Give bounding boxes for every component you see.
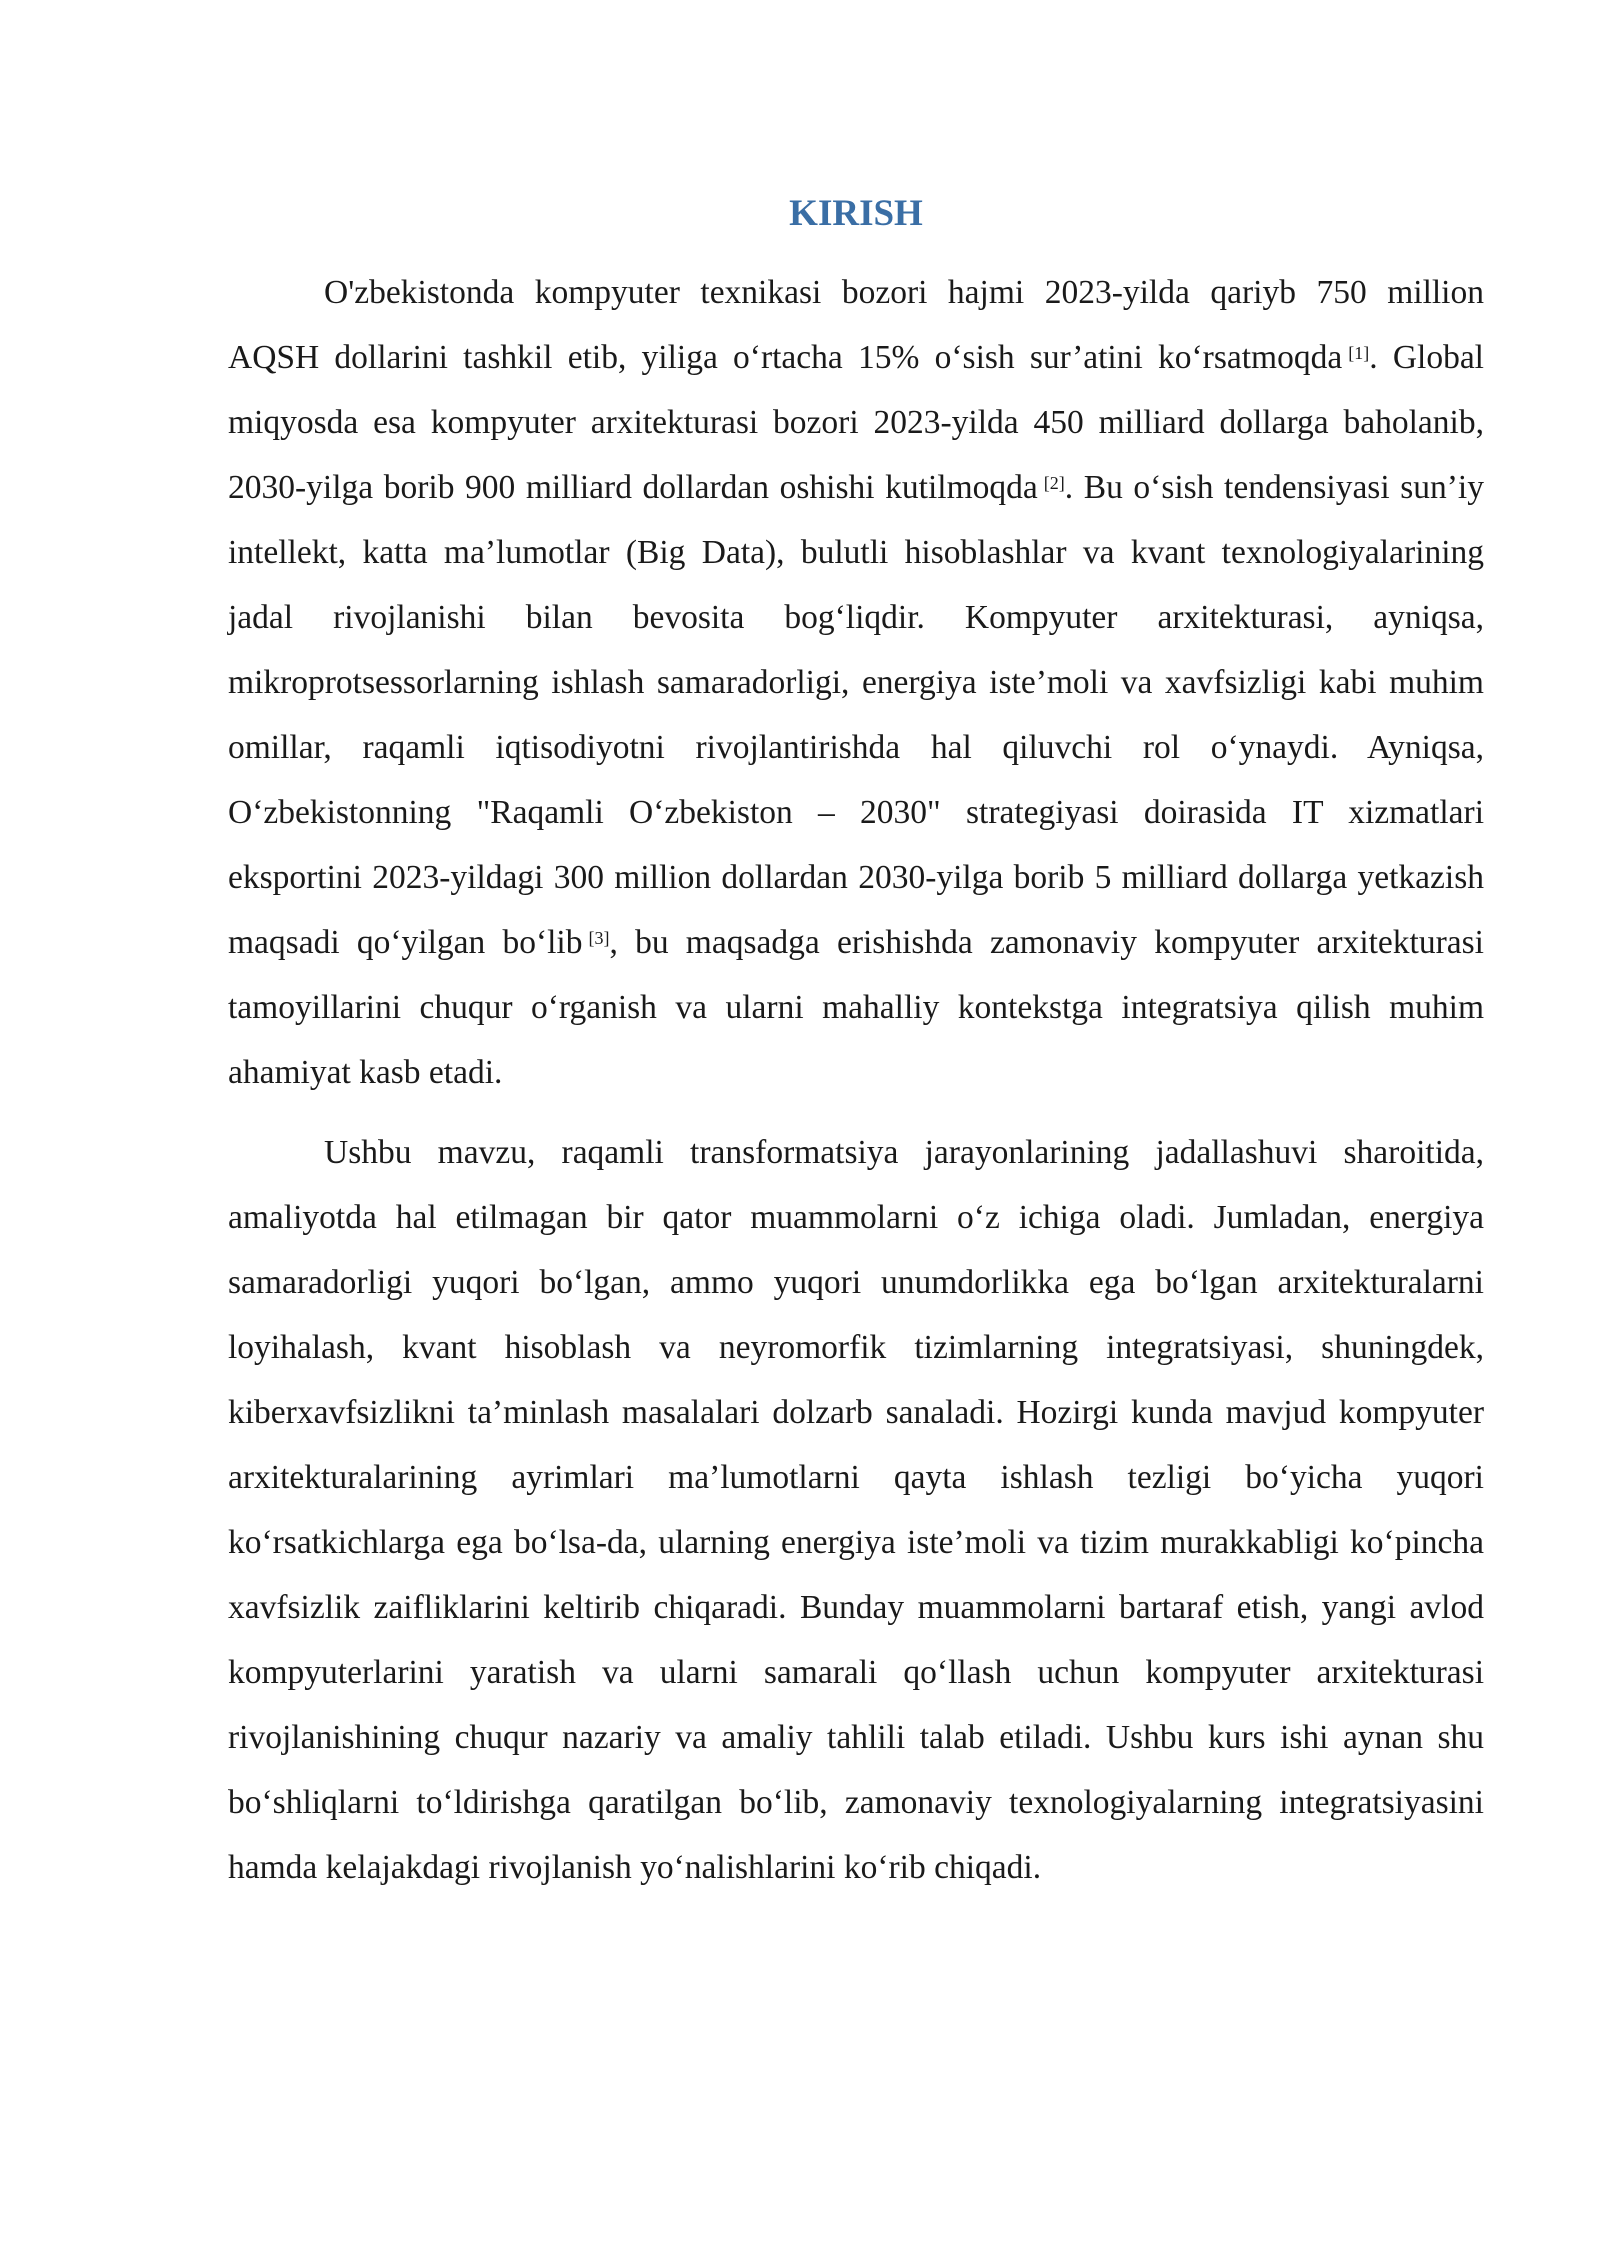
paragraph-intro [228,260,1484,1105]
section-heading: KIRISH [789,193,923,234]
paragraph-intro-part-2: . Global miqyosda esa kompyuter arxitekturasi bozori 2023-yilda 450 milliard dollarga baholanib, 2030-yilga borib 900 milliard dollardan oshishi kutilmoqda [228,339,1484,506]
paragraph-intro-part-4: , bu maqsadga erishishda zamonaviy kompyuter arxitekturasi tamoyillarini chuqur o‘rganish va ularni mahalliy kontekstga integratsiya qilish muhim ahamiyat kasb etadi. [228,924,1484,1091]
paragraph-intro-part-3: . Bu o‘sish tendensiyasi sun’iy intellekt, katta ma’lumotlar (Big Data), bulutli hisoblashlar va kvant texnologiyalarining jadal rivojlanishi bilan bevosita bog‘liqdir. Kompyuter arxitekturasi, ayniqsa, mikroprotsessorlarning ishlash samaradorligi, energiya iste’moli va xavfsizligi kabi muhim omillar, raqamli iqtisodiyotni rivojlantirishda hal qiluvchi rol o‘ynaydi. Ayniqsa, O‘zbekistonning "Raqamli O‘zbekiston – 2030" strategiyasi doirasida IT xizmatlari eksportini 2023-yildagi 300 million dollardan 2030-yilga borib 5 milliard dollarga yetkazish maqsadi qo‘yilgan bo‘lib [228,469,1484,961]
citation-ref-3: [3] [588,928,610,948]
document-page [228,188,1484,1915]
citation-ref-1: [1] [1348,343,1370,363]
paragraph-problems: Ushbu mavzu, raqamli transformatsiya jarayonlarining jadallashuvi sharoitida, amaliyotda hal etilmagan bir qator muammolarni o‘z ichiga oladi. Jumladan, energiya samaradorligi yuqori bo‘lgan, ammo yuqori unumdorlikka ega bo‘lgan arxitekturalarni loyihalash, kvant hisoblash va neyromorfik tizimlarning integratsiyasi, shuningdek, kiberxavfsizlikni ta’minlash masalalari dolzarb sanaladi. Hozirgi kunda mavjud kompyuter arxitekturalarining ayrimlari ma’lumotlarni qayta ishlash tezligi bo‘yicha yuqori ko‘rsatkichlarga ega bo‘lsa-da, ularning energiya iste’moli va tizim murakkabligi ko‘pincha xavfsizlik zaifliklarini keltirib chiqaradi. Bunday muammolarni bartaraf etish, yangi avlod kompyuterlarini yaratish va ularni samarali qo‘llash uchun kompyuter arxitekturasi rivojlanishining chuqur nazariy va amaliy tahlili talab etiladi. Ushbu kurs ishi aynan shu bo‘shliqlarni to‘ldirishga qaratilgan bo‘lib, zamonaviy texnologiyalarning integratsiyasini hamda kelajakdagi rivojlanish yo‘nalishlarini ko‘rib chiqadi. [228,1134,1484,1886]
paragraph-intro-part-1: O'zbekistonda kompyuter texnikasi bozori hajmi 2023-yilda qariyb 750 million AQSH dollarini tashkil etib, yiliga o‘rtacha 15% o‘sish sur’atini ko‘rsatmoqda [228,274,1484,376]
citation-ref-2: [2] [1043,473,1065,493]
